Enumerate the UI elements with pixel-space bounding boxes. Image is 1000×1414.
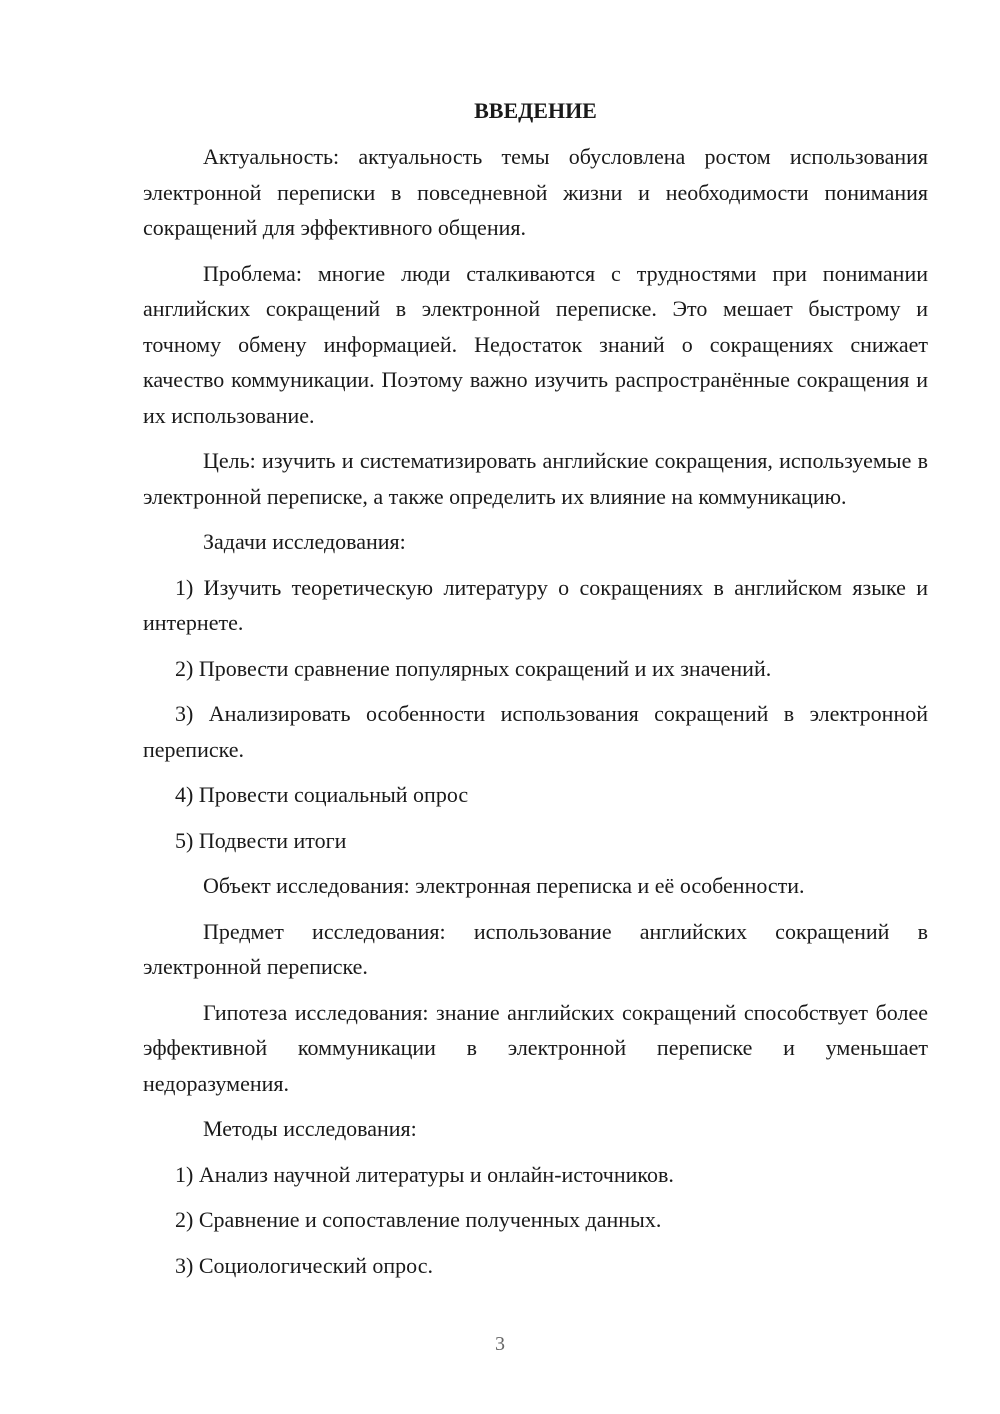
- method-item-2: 2) Сравнение и сопоставление полученных данных.: [175, 1207, 662, 1232]
- section-title: ВВЕДЕНИЕ: [474, 98, 597, 123]
- task-item-4: 4) Провести социальный опрос: [175, 782, 469, 807]
- paragraph-goal: Цель: изучить и систематизировать английские сокращения, используемые в электронной переписке, а также определить их влияние на коммуникацию.: [143, 448, 928, 509]
- task-item-1: 1) Изучить теоретическую литературу о сокращениях в английском языке и интернете.: [143, 574, 928, 635]
- method-item-1: 1) Анализ научной литературы и онлайн-источников.: [175, 1161, 674, 1187]
- document-page: [143, 95, 928, 1293]
- task-item-5: 5) Подвести итоги: [175, 827, 347, 853]
- paragraph-subject: Предмет исследования: использование английских сокращений в электронной переписке.: [143, 918, 928, 979]
- paragraph-object: Объект исследования: электронная переписка и её особенности.: [203, 873, 805, 898]
- paragraph-hypothesis: Гипотеза исследования: знание английских сокращений способствует более эффективной коммуникации в электронной переписке и уменьшает недоразумения.: [143, 999, 928, 1096]
- paragraph-tasks-heading: Задачи исследования:: [203, 529, 406, 554]
- task-item-3: 3) Анализировать особенности использования сокращений в электронной переписке.: [143, 701, 928, 762]
- method-item-3: 3) Социологический опрос.: [175, 1252, 433, 1278]
- task-item-2: 2) Провести сравнение популярных сокращений и их значений.: [175, 655, 772, 681]
- page-number: 3: [495, 1333, 505, 1355]
- paragraph-relevance: Актуальность: актуальность темы обусловлена ростом использования электронной переписки в повседневной жизни и необходимости понимания сокращений для эффективного общения.: [143, 144, 928, 240]
- paragraph-problem: Проблема: многие люди сталкиваются с трудностями при понимании английских сокращений в электронной переписке. Это мешает быстрому и точному обмену информацией. Недостаток знаний о сокращениях снижает качество коммуникации. Поэтому важно изучить распространённые сокращения и их использование.: [143, 260, 928, 428]
- paragraph-methods-heading: Методы исследования:: [203, 1116, 417, 1141]
